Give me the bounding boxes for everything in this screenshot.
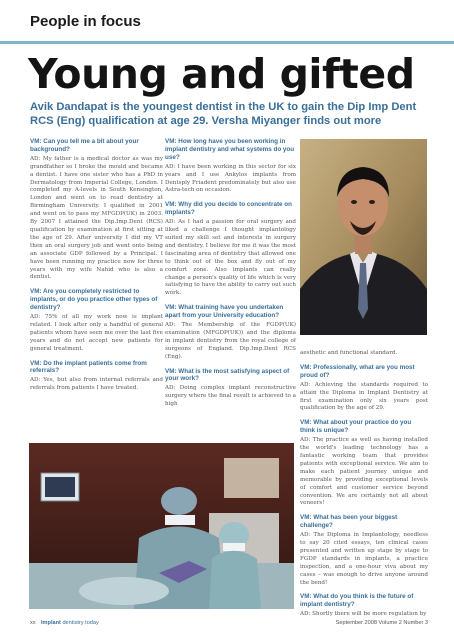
surgery-illustration [29, 443, 294, 609]
answer: AD: The Diploma in Implantology, needless to say 20 cited essays, ten clinical cases presented and written up stage by stage to FGDP standards in implants, a practice inspection, and a one-hour viva about my cases – was enough to drive anyone around the bend! [300, 532, 428, 586]
section-rule [0, 41, 454, 44]
answer: AD: The Membership of the FGDP(UK) examination (MFGDP(UK)) and the diploma in implant dentistry from the royal college of surgeons of England. Dip.Imp.Dent RCS (Eng). [165, 322, 296, 360]
question: VM: Are you completely restricted to implants, or do you practice other types of dentistry? [30, 288, 158, 312]
publication-name [41, 620, 99, 626]
question: VM: What training have you undertaken apart from your University education? [165, 304, 284, 320]
question: VM: What do you think is the future of implant dentistry? [300, 593, 414, 609]
answer: AD: As I had a passion for oral surgery and liked a challenge I thought implantology suited my skill set and interests in surgery and dentistry. I believe for me it was the most fascinating area of dentistry that allowed one to think out of the box and fly out of my comfort zone. Also implants can really change a person's quality of life which is very satisfying to have the ability to carry out such work. [165, 219, 296, 297]
answer: AD: The practice as well as having installed the world's leading technology has a fantastic working team that provides patients with exceptional service. We aim to make each patient journey unique and memorable by providing exceptional levels of comfort and customer service beyond convention. We are certainly not all about veneers! [300, 437, 428, 507]
question: VM: Can you tell me a bit about your background? [30, 138, 139, 153]
portrait-photo [300, 139, 427, 335]
question: VM: What about your practice do you think is unique? [300, 419, 412, 435]
section-label: People in focus [30, 13, 141, 30]
column-1 [30, 138, 163, 399]
answer: aesthetic and functional standard. [300, 350, 398, 356]
answer: AD: Shortly there will be more regulation by [300, 611, 427, 618]
question: VM: Do the implant patients come from referrals? [30, 359, 147, 375]
question: VM: What has been your biggest challenge? [300, 514, 398, 530]
standfirst: Avik Dandapat is the youngest dentist in the UK to gain the Dip Imp Dent RCS (Eng) qualification at age 29. Versha Miyanger finds out more [30, 101, 417, 127]
answer: AD: Achieving the standards required to attain the Diploma in Implant Dentistry at first examination only six years post qualification by the age of 29. [300, 381, 428, 412]
answer: AD: 75% of all my work now is implant related. I look after only a handful of general patients whom have seen me over the last five years and do not accept new patients for general treatment. [30, 314, 163, 352]
publication-name-rest: dentistry today [60, 620, 99, 626]
surgery-photo [29, 443, 294, 609]
answer: AD: My father is a medical doctor as was my grandfather so I broke the mould and became a dentist. I have one sister who has a PhD in Dermatology from Imperial College, London. I completed my A-levels in South Kensington, London and went on to read dentistry at Birmingham University. I qualified in 2001 and went on to pass my MFGDP(UK) in 2003. By 2007 I attained the Dip.Imp.Dent (RCS) qualification by examination at first sitting at the age of 29. After university I did my VT then an oral surgery job and went onto being an associate GDP followed by a Principal. I have been running my practice now for three years with my wife Nahid who is also a dentist. [30, 155, 163, 281]
question: VM: Professionally, what are you most proud of? [300, 363, 415, 379]
section-header [0, 0, 454, 40]
publication-name-bold: Implant [41, 620, 61, 626]
question: VM: How long have you been working in implant dentistry and what systems do you use? [165, 138, 295, 161]
question: VM: What is the most satisfying aspect of your work? [165, 367, 290, 383]
headline: Young and gifted [28, 50, 415, 98]
answer: AD: Doing complex implant reconstructive surgery where the final result is achieved to a high [165, 385, 296, 408]
question: VM: Why did you decide to concentrate on implants? [165, 201, 292, 217]
portrait-illustration [300, 139, 427, 335]
answer: AD: Yes, but also from internal referrals and referrals from patients I have treated. [30, 377, 163, 392]
answer: AD: I have been working in this sector for six years and I use Ankylos implants from Dentsply Friadent predominately but also use Astra-tech on occasion. [165, 163, 296, 194]
column-3 [300, 350, 428, 625]
issue-info: September 2008 Volume 2 Number 3 [335, 620, 428, 626]
column-2 [165, 138, 296, 415]
page-number: xx [30, 620, 36, 626]
